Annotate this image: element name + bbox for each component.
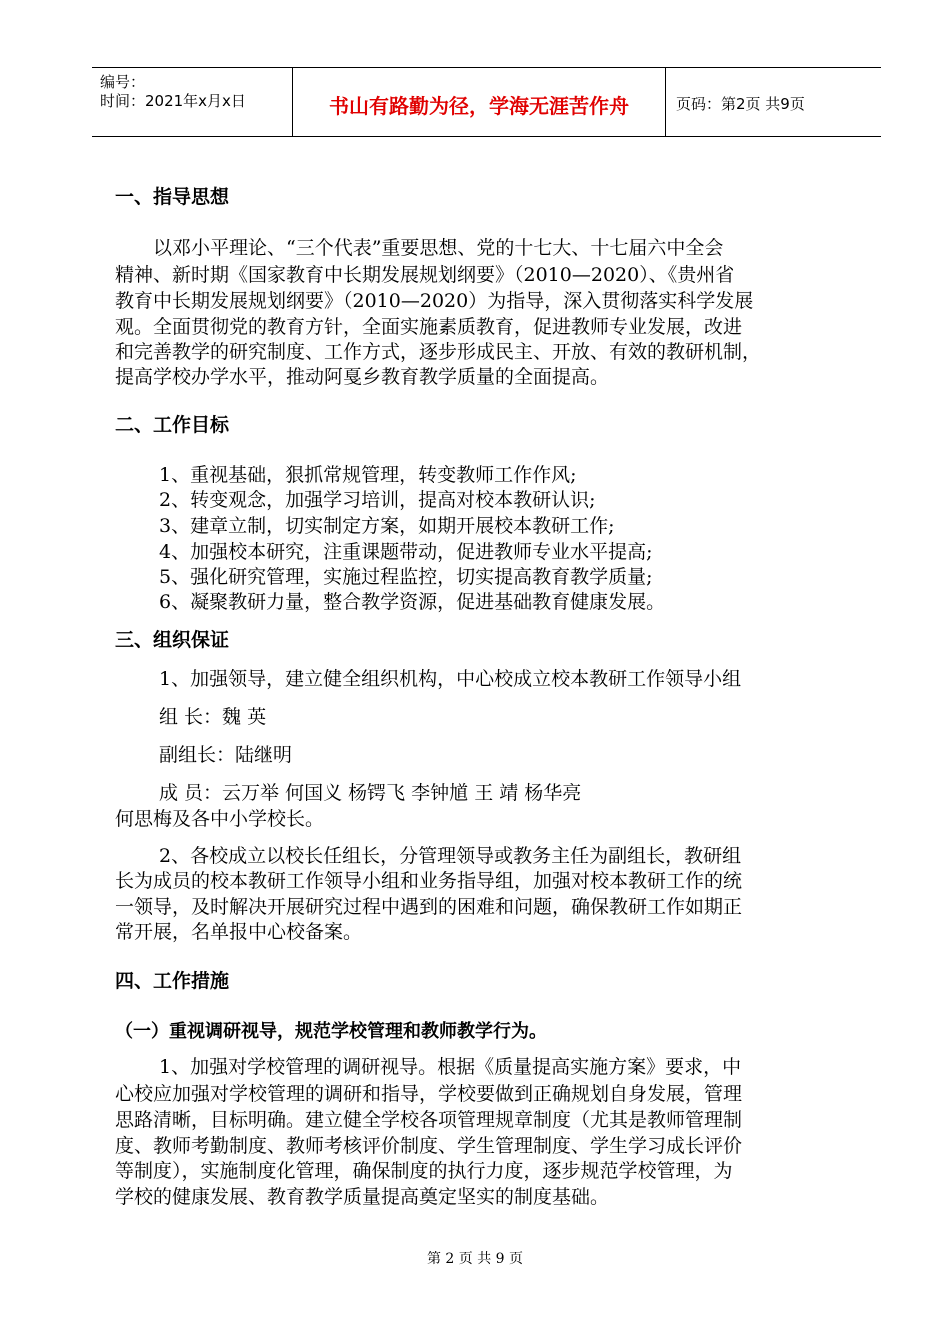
goal-item: 5、强化研究管理，实施过程监控，切实提高教育教学质量;	[159, 566, 653, 588]
section-1-line: 以邓小平理论、“三个代表”重要思想、党的十七大、十七届六中全会	[153, 237, 724, 259]
section-1-line: 精神、新时期《国家教育中长期发展规划纲要》（2010—2020）、《贵州省	[115, 264, 735, 286]
header-meta-cell	[92, 68, 292, 136]
section-3-title: 三、组织保证	[115, 629, 230, 651]
group-leader: 组 长：魏 英	[159, 706, 267, 728]
section-3-line: 长为成员的校本教研工作领导小组和业务指导组，加强对校本教研工作的统	[115, 870, 743, 892]
header-number: 编号：	[100, 73, 146, 91]
section-4-title: 四、工作措施	[115, 970, 230, 992]
section-3-line: 一领导，及时解决开展研究过程中遇到的困难和问题，确保教研工作如期正	[115, 896, 743, 918]
section-4-line: 学校的健康发展、教育教学质量提高奠定坚实的制度基础。	[115, 1186, 610, 1208]
group-members-cont: 何思梅及各中小学校长。	[115, 808, 325, 830]
header-motto-cell	[292, 68, 666, 136]
section-1-line: 教育中长期发展规划纲要》（2010—2020）为指导，深入贯彻落实科学发展	[115, 290, 754, 312]
header-page-cell	[666, 68, 881, 136]
goal-item: 6、凝聚教研力量，整合教学资源，促进基础教育健康发展。	[159, 591, 666, 613]
section-4-line: 心校应加强对学校管理的调研和指导，学校要做到正确规划自身发展，管理	[115, 1083, 743, 1105]
section-4-line: 度、教师考勤制度、教师考核评价制度、学生管理制度、学生学习成长评价	[115, 1135, 743, 1157]
page-footer: 第 2 页 共 9 页	[426, 1251, 524, 1267]
goal-item: 4、加强校本研究，注重课题带动，促进教师专业水平提高;	[159, 541, 653, 563]
section-3-line: 常开展，名单报中心校备案。	[115, 921, 363, 943]
section-4-subtitle: （一）重视调研视导，规范学校管理和教师教学行为。	[115, 1021, 547, 1042]
section-2-title: 二、工作目标	[115, 414, 230, 436]
section-4-line: 1、加强对学校管理的调研视导。根据《质量提高实施方案》要求，中	[159, 1056, 742, 1078]
goal-item: 1、重视基础，狠抓常规管理，转变教师工作作风;	[159, 464, 577, 486]
header-motto: 书山有路勤为径，学海无涯苦作舟	[329, 94, 629, 118]
section-1-line: 观。全面贯彻党的教育方针，全面实施素质教育，促进教师专业发展，改进	[115, 316, 743, 338]
section-1-title: 一、指导思想	[115, 186, 230, 208]
section-1-line: 提高学校办学水平，推动阿戛乡教育教学质量的全面提高。	[115, 366, 610, 388]
section-1-line: 和完善教学的研究制度、工作方式，逐步形成民主、开放、有效的教研机制，	[115, 341, 762, 363]
section-3-line: 2、各校成立以校长任组长，分管理领导或教务主任为副组长，教研组	[159, 845, 742, 867]
document-header	[92, 67, 881, 137]
deputy-group-leader: 副组长：陆继明	[159, 744, 293, 766]
header-page-number: 页码：第2页 共9页	[676, 95, 805, 113]
goal-item: 2、转变观念，加强学习培训，提高对校本教研认识;	[159, 489, 596, 511]
goal-item: 3、建章立制，切实制定方案，如期开展校本教研工作;	[159, 515, 615, 537]
group-members: 成 员：云万举 何国义 杨锷飞 李钟馗 王 靖 杨华亮	[159, 782, 582, 804]
section-3-line: 1、加强领导，建立健全组织机构，中心校成立校本教研工作领导小组	[159, 668, 742, 690]
section-4-line: 等制度），实施制度化管理，确保制度的执行力度，逐步规范学校管理，为	[115, 1160, 733, 1182]
section-4-line: 思路清晰，目标明确。建立健全学校各项管理规章制度（尤其是教师管理制	[115, 1109, 743, 1131]
header-time: 时间：2021年x月x日	[100, 92, 246, 110]
